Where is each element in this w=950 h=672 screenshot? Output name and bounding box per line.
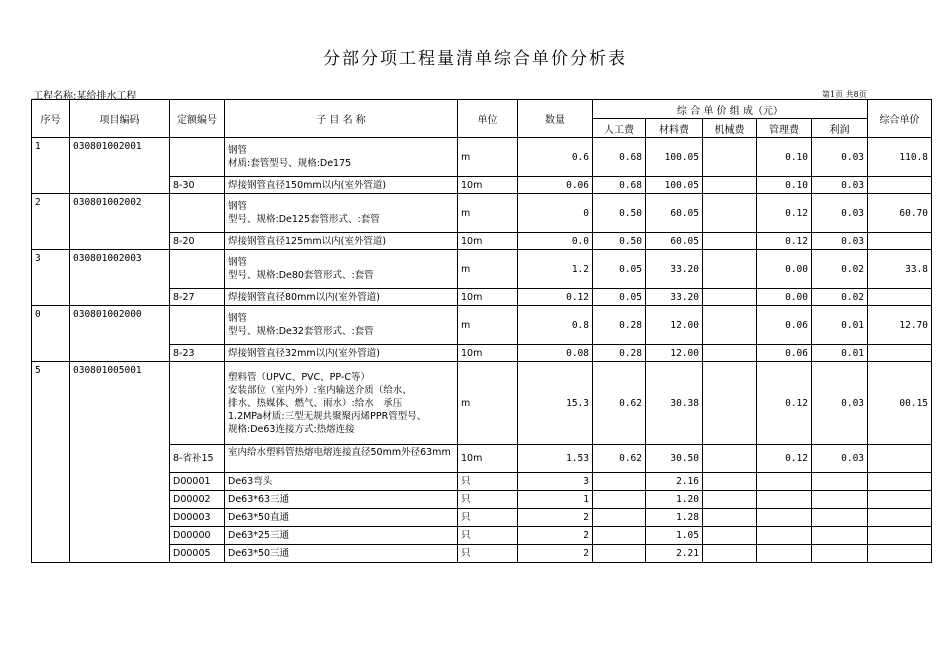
item-row (32, 194, 932, 233)
item-name-line: 钢管 (228, 313, 248, 324)
item-name-line: 规格:De63连接方式:热熔连接 (228, 423, 355, 435)
header-material: 材料费 (646, 119, 703, 138)
quota-profit: 0.01 (812, 345, 868, 362)
material-name: De63*63三通 (225, 491, 458, 509)
item-name-line: 钢管 (228, 257, 248, 268)
item-machine (703, 306, 757, 345)
quota-profit: 0.03 (812, 177, 868, 194)
material-mgmt (757, 527, 812, 545)
material-price (868, 527, 932, 545)
quota-unit: 10m (458, 289, 518, 306)
material-qty: 2 (518, 527, 593, 545)
page-info: 第1页 共8页 (822, 90, 867, 99)
quota-labor: 0.28 (593, 345, 646, 362)
quota-qty: 0.06 (518, 177, 593, 194)
material-qty: 1 (518, 491, 593, 509)
item-mgmt: 0.12 (757, 194, 812, 233)
item-labor: 0.28 (593, 306, 646, 345)
material-profit (812, 509, 868, 527)
item-qty: 0 (518, 194, 593, 233)
header-sub-item: 子 目 名 称 (225, 100, 458, 138)
header-row (32, 100, 932, 119)
item-seq: 0 (32, 306, 70, 362)
quota-material: 33.20 (646, 289, 703, 306)
quota-code (170, 306, 225, 345)
quota-machine (703, 345, 757, 362)
material-price (868, 473, 932, 491)
quota-code (170, 194, 225, 233)
quota-name: 室内给水塑料管热熔电熔连接直径50mm外径63mm (225, 445, 458, 473)
item-profit: 0.03 (812, 362, 868, 445)
quota-qty: 0.08 (518, 345, 593, 362)
material-qty: 3 (518, 473, 593, 491)
header-qty: 数量 (518, 100, 593, 138)
quota-unit-price (868, 345, 932, 362)
material-labor (593, 545, 646, 563)
item-mgmt: 0.06 (757, 306, 812, 345)
item-qty: 15.3 (518, 362, 593, 445)
item-name-line: 材质:套管型号、规格:De175 (228, 158, 352, 169)
item-mgmt: 0.00 (757, 250, 812, 289)
item-name-line: 1.2MPa材质:三型无规共聚聚丙烯PPR管型号、 (228, 410, 427, 422)
item-name (225, 362, 458, 445)
quota-code (170, 362, 225, 445)
header-mgmt: 管理费 (757, 119, 812, 138)
quota-material: 100.05 (646, 177, 703, 194)
material-unit: 只 (458, 473, 518, 491)
item-name (225, 250, 458, 289)
quota-labor: 0.05 (593, 289, 646, 306)
item-profit: 0.03 (812, 194, 868, 233)
header-machine: 机械费 (703, 119, 757, 138)
material-code: D00005 (170, 545, 225, 563)
material-code: D00003 (170, 509, 225, 527)
quota-qty: 1.53 (518, 445, 593, 473)
material-code: D00002 (170, 491, 225, 509)
item-seq: 2 (32, 194, 70, 250)
quota-machine (703, 233, 757, 250)
quota-code: 8-27 (170, 289, 225, 306)
header-labor: 人工费 (593, 119, 646, 138)
material-profit (812, 545, 868, 563)
quota-qty: 0.0 (518, 233, 593, 250)
item-material: 30.38 (646, 362, 703, 445)
item-name-line: 安装部位（室内外）:室内输送介质（给水、 (228, 384, 412, 396)
quota-code: 8-省补15 (170, 445, 225, 473)
project-name: 工程名称:某给排水工程 (33, 91, 137, 102)
material-machine (703, 491, 757, 509)
item-unit: m (458, 138, 518, 177)
material-labor (593, 509, 646, 527)
item-unit-price: 12.70 (868, 306, 932, 345)
material-mgmt (757, 545, 812, 563)
material-unit: 只 (458, 527, 518, 545)
material-name: De63*50直通 (225, 509, 458, 527)
material-unit: 只 (458, 491, 518, 509)
quota-profit: 0.03 (812, 445, 868, 473)
analysis-table (31, 99, 932, 563)
quota-code (170, 138, 225, 177)
item-material: 12.00 (646, 306, 703, 345)
item-unit: m (458, 194, 518, 233)
quota-machine (703, 445, 757, 473)
item-mgmt: 0.12 (757, 362, 812, 445)
material-mgmt (757, 473, 812, 491)
material-cost: 2.21 (646, 545, 703, 563)
quota-name: 焊接钢管直径32mm以内(室外管道) (225, 345, 458, 362)
material-qty: 2 (518, 545, 593, 563)
material-machine (703, 509, 757, 527)
quota-mgmt: 0.10 (757, 177, 812, 194)
item-labor: 0.62 (593, 362, 646, 445)
header-profit: 利润 (812, 119, 868, 138)
item-material: 60.05 (646, 194, 703, 233)
quota-unit: 10m (458, 177, 518, 194)
material-mgmt (757, 491, 812, 509)
page-title: 分部分项工程量清单综合单价分析表 (323, 49, 627, 69)
header-unit: 单位 (458, 100, 518, 138)
material-price (868, 509, 932, 527)
item-code: 030801005001 (70, 362, 170, 563)
item-unit: m (458, 362, 518, 445)
item-name-line: 钢管 (228, 201, 248, 212)
quota-name: 焊接钢管直径80mm以内(室外管道) (225, 289, 458, 306)
quota-mgmt: 0.12 (757, 233, 812, 250)
item-name-line: 钢管 (228, 145, 248, 156)
header-composition: 综 合 单 价 组 成（元） (593, 100, 868, 119)
material-cost: 1.20 (646, 491, 703, 509)
item-seq: 1 (32, 138, 70, 194)
item-name (225, 194, 458, 233)
item-code: 030801002003 (70, 250, 170, 306)
item-unit-price: 33.8 (868, 250, 932, 289)
material-name: De63*25三通 (225, 527, 458, 545)
header-unit-price: 综合单价 (868, 100, 932, 138)
item-code: 030801002000 (70, 306, 170, 362)
material-machine (703, 473, 757, 491)
quota-material: 12.00 (646, 345, 703, 362)
quota-name: 焊接钢管直径150mm以内(室外管道) (225, 177, 458, 194)
item-unit-price: 60.70 (868, 194, 932, 233)
material-cost: 1.05 (646, 527, 703, 545)
item-mgmt: 0.10 (757, 138, 812, 177)
item-unit: m (458, 306, 518, 345)
quota-labor: 0.62 (593, 445, 646, 473)
item-profit: 0.02 (812, 250, 868, 289)
item-machine (703, 194, 757, 233)
item-row (32, 306, 932, 345)
quota-code (170, 250, 225, 289)
item-qty: 0.8 (518, 306, 593, 345)
material-labor (593, 491, 646, 509)
quota-name: 焊接钢管直径125mm以内(室外管道) (225, 233, 458, 250)
item-qty: 0.6 (518, 138, 593, 177)
item-qty: 1.2 (518, 250, 593, 289)
item-unit-price: 00.15 (868, 362, 932, 445)
quota-code: 8-30 (170, 177, 225, 194)
quota-unit: 10m (458, 345, 518, 362)
item-machine (703, 362, 757, 445)
item-labor: 0.50 (593, 194, 646, 233)
quota-mgmt: 0.00 (757, 289, 812, 306)
item-name-line: 型号、规格:De125套管形式、:套管 (228, 214, 380, 225)
item-seq: 3 (32, 250, 70, 306)
material-cost: 1.28 (646, 509, 703, 527)
header-quota: 定额编号 (170, 100, 225, 138)
material-labor (593, 473, 646, 491)
item-code: 030801002002 (70, 194, 170, 250)
item-labor: 0.05 (593, 250, 646, 289)
material-name: De63*50三通 (225, 545, 458, 563)
quota-code: 8-20 (170, 233, 225, 250)
item-machine (703, 250, 757, 289)
quota-qty: 0.12 (518, 289, 593, 306)
quota-unit-price (868, 177, 932, 194)
header-seq: 序号 (32, 100, 70, 138)
item-name-line: 型号、规格:De32套管形式、:套管 (228, 326, 374, 337)
quota-unit-price (868, 445, 932, 473)
quota-profit: 0.03 (812, 233, 868, 250)
quota-material: 60.05 (646, 233, 703, 250)
quota-machine (703, 177, 757, 194)
item-profit: 0.03 (812, 138, 868, 177)
item-name (225, 306, 458, 345)
quota-machine (703, 289, 757, 306)
quota-material: 30.50 (646, 445, 703, 473)
item-name (225, 138, 458, 177)
material-cost: 2.16 (646, 473, 703, 491)
quota-unit-price (868, 289, 932, 306)
item-name-line: 塑料管（UPVC、PVC、PP-C等） (228, 371, 370, 383)
item-row (32, 250, 932, 289)
item-unit-price: 110.8 (868, 138, 932, 177)
material-code: D00001 (170, 473, 225, 491)
material-mgmt (757, 509, 812, 527)
item-row (32, 362, 932, 445)
material-machine (703, 527, 757, 545)
material-qty: 2 (518, 509, 593, 527)
item-name-line: 排水、热媒体、燃气、雨水）:给水 承压 (228, 397, 403, 409)
material-labor (593, 527, 646, 545)
quota-profit: 0.02 (812, 289, 868, 306)
material-unit: 只 (458, 545, 518, 563)
quota-code: 8-23 (170, 345, 225, 362)
material-price (868, 491, 932, 509)
item-profit: 0.01 (812, 306, 868, 345)
item-code: 030801002001 (70, 138, 170, 194)
quota-mgmt: 0.12 (757, 445, 812, 473)
item-name-line: 型号、规格:De80套管形式、:套管 (228, 270, 374, 281)
material-profit (812, 473, 868, 491)
material-code: D00000 (170, 527, 225, 545)
item-labor: 0.68 (593, 138, 646, 177)
item-unit: m (458, 250, 518, 289)
quota-labor: 0.50 (593, 233, 646, 250)
material-profit (812, 491, 868, 509)
quota-unit: 10m (458, 233, 518, 250)
item-material: 100.05 (646, 138, 703, 177)
item-machine (703, 138, 757, 177)
item-seq: 5 (32, 362, 70, 563)
quota-mgmt: 0.06 (757, 345, 812, 362)
item-material: 33.20 (646, 250, 703, 289)
material-machine (703, 545, 757, 563)
header-code: 项目编码 (70, 100, 170, 138)
material-unit: 只 (458, 509, 518, 527)
quota-labor: 0.68 (593, 177, 646, 194)
quota-unit-price (868, 233, 932, 250)
material-profit (812, 527, 868, 545)
material-name: De63弯头 (225, 473, 458, 491)
item-row (32, 138, 932, 177)
material-price (868, 545, 932, 563)
quota-unit: 10m (458, 445, 518, 473)
